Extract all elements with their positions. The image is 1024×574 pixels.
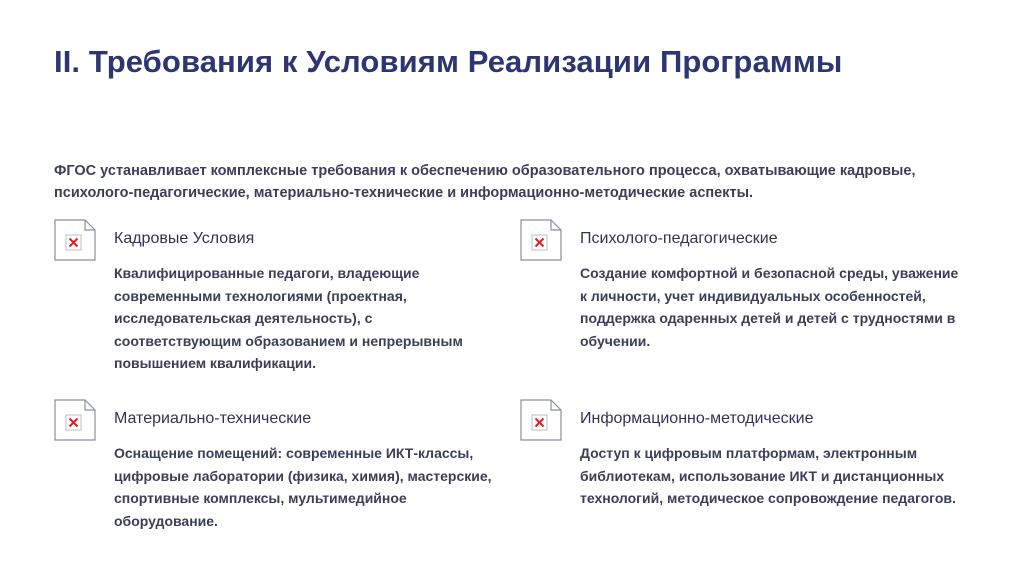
card-heading: Информационно-методические — [580, 410, 814, 427]
card-body: Доступ к цифровым платформам, электронным библиотекам, использование ИКТ и дистанционных технологий, методическое сопровождение педагогов. — [580, 445, 956, 506]
card-body: Квалифицированные педагоги, владеющие современными технологиями (проектная, исследовательская деятельность), с соответствующим образованием и непрерывным повышением квалификации. — [114, 265, 463, 371]
broken-image-icon — [520, 219, 562, 261]
card-heading: Материально-технические — [114, 410, 312, 427]
broken-image-icon — [54, 219, 96, 261]
intro-paragraph: ФГОС устанавливает комплексные требования к обеспечению образовательного процесса, охватывающие кадровые, психолого-педагогические, материально-технические и информационно-методические аспекты. — [54, 163, 916, 201]
broken-image-icon — [54, 399, 96, 441]
card-body: Создание комфортной и безопасной среды, уважение к личности, учет индивидуальных особенностей, поддержка одаренных детей и детей с трудностями в обучении. — [580, 265, 959, 349]
card-heading: Кадровые Условия — [114, 230, 255, 247]
page-title: II. Требования к Условиям Реализации Программы — [54, 44, 843, 79]
broken-image-icon — [520, 399, 562, 441]
card-heading: Психолого-педагогические — [580, 230, 778, 247]
card-body: Оснащение помещений: современные ИКТ-классы, цифровые лаборатории (физика, химия), мастерские, спортивные комплексы, мультимедийное оборудование. — [114, 445, 492, 529]
